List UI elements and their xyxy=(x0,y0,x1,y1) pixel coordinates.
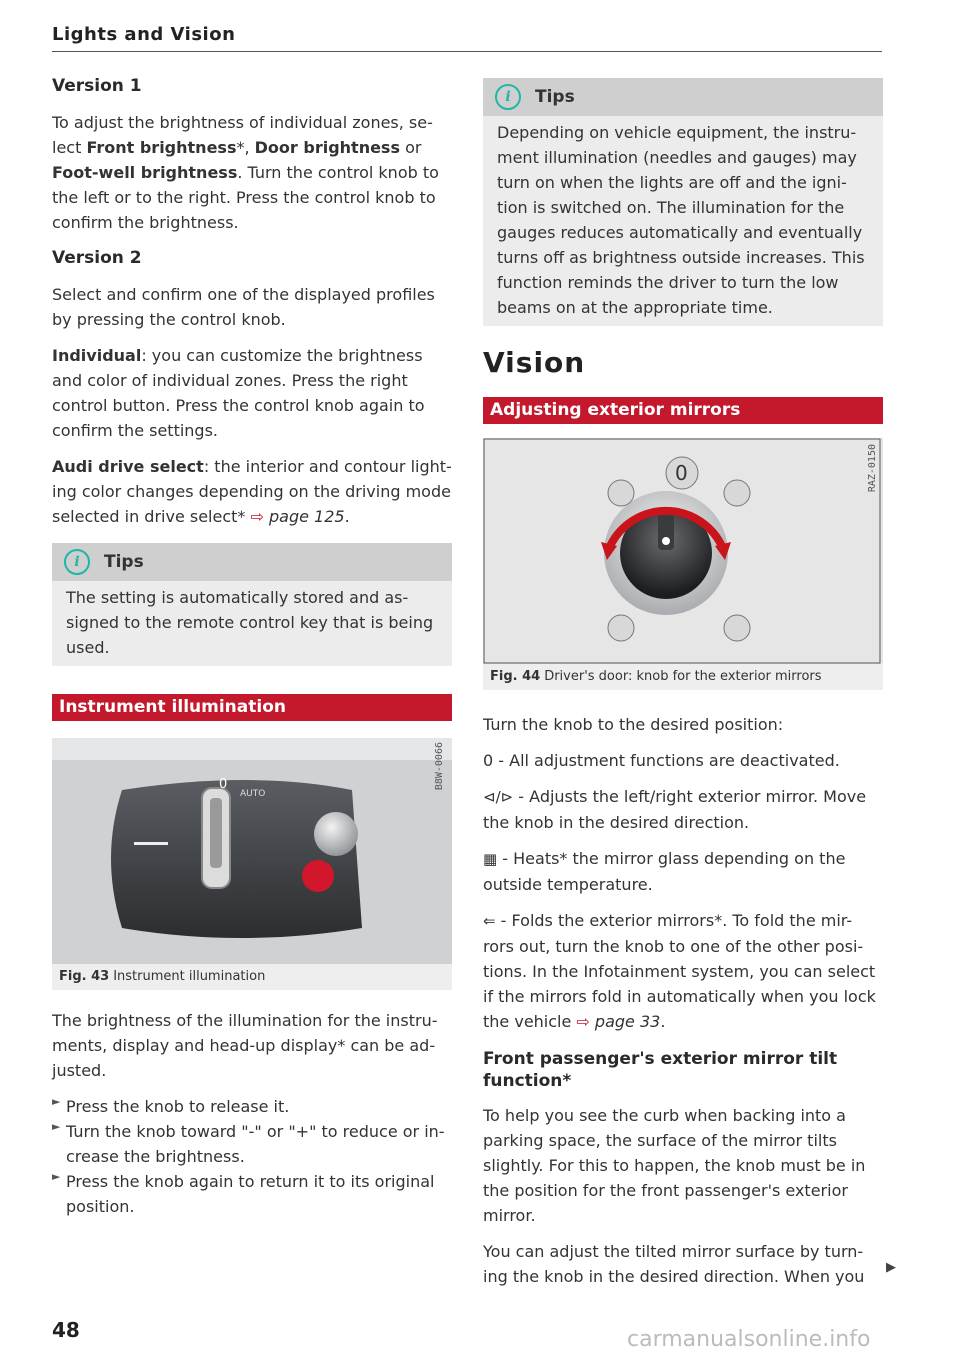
knob-intro: Turn the knob to the desired position: xyxy=(483,715,784,734)
tips-text: Depending on vehicle equipment, the instru-ment illumination (needles and gauges) may turn on when the lights are off and the igni-tion is switched on. The illumination for the gauges reduces automatically and eventually turns off as brightness outside increases. This function reminds the driver to turn the low beams on at the appropriate time. xyxy=(497,123,865,317)
tilt-function-text: To help you see the curb when backing into a parking space, the surface of the mirror tilts slightly. For this to happen, the knob must be in the position for the front passenger's exterior mirror. xyxy=(483,1106,866,1225)
page-125-link[interactable]: page 125 xyxy=(269,507,345,526)
knob-zero-label: 0 xyxy=(675,461,688,485)
bullet-item: ► Press the knob to release it. xyxy=(52,1095,290,1116)
position-fold-text: ⇐ - Folds the exterior mirrors*. To fold the mir-rors out, turn the knob to one of the other posi-tions. In the Infotainment system, you can select if the mirrors fold in automatically when you lock the vehicle ⇨ page 33. xyxy=(483,911,876,1031)
version2-text: Select and confirm one of the displayed profiles by pressing the control knob. xyxy=(52,285,435,329)
section-title: Lights and Vision xyxy=(52,24,236,45)
tilt-function-heading: Front passenger's exterior mirror tilt function* xyxy=(483,1049,838,1091)
tilt-adjust-text: You can adjust the tilted mirror surface by turn-ing the knob in the desired direction. When you xyxy=(483,1242,865,1286)
info-icon: i xyxy=(64,549,90,575)
brightness-text: The brightness of the illumination for the instru-ments, display and head-up display* can be ad-justed. xyxy=(52,1011,438,1080)
mirror-heating-icon: ▦ xyxy=(483,850,498,868)
vision-title: Vision xyxy=(483,346,586,379)
footer-watermark: carmanualsonline.info xyxy=(627,1327,871,1352)
instrument-illumination-heading: Instrument illumination xyxy=(52,694,452,721)
header-rule xyxy=(52,51,882,52)
bullet-item: ► Press the knob again to return it to its original position. xyxy=(52,1170,435,1216)
mirror-fold-icon: ⇐ xyxy=(483,912,496,930)
switch-zero-label: 0 xyxy=(219,777,228,792)
page-33-link[interactable]: page 33 xyxy=(594,1012,661,1031)
version1-text: To adjust the brightness of individual zones, se-lect Front brightness*, Door brightness or Foot-well brightness. Turn the control knob to the left or to the right. Press the control knob to confirm the brightness. xyxy=(52,113,439,232)
figure-code: B8W-0066 xyxy=(434,742,445,791)
tips-box-right xyxy=(483,78,883,326)
right-column xyxy=(483,78,883,1289)
bullet-item: ► Turn the knob toward "-" or "+" to reduce or in-crease the brightness. xyxy=(52,1120,445,1166)
page-number: 48 xyxy=(52,1318,80,1342)
tips-title: Tips xyxy=(535,87,575,107)
tips-text: The setting is automatically stored and as-signed to the remote control key that is being used. xyxy=(66,588,434,657)
switch-auto-label: AUTO xyxy=(240,789,266,799)
continue-arrow-icon: ▶ xyxy=(886,1260,896,1275)
position-adjust-text: ⊲/⊳ - Adjusts the left/right exterior mirror. Move the knob in the desired direction. xyxy=(483,787,867,832)
figure-44 xyxy=(483,438,883,664)
adjusting-mirrors-heading: Adjusting exterior mirrors xyxy=(483,397,883,424)
info-icon: i xyxy=(495,84,521,110)
left-column xyxy=(52,74,452,1219)
mirror-knob-illustration xyxy=(483,438,883,664)
figure-43 xyxy=(52,738,452,964)
headlight-switch-illustration xyxy=(52,738,452,964)
individual-text: Individual: you can customize the brightness and color of individual zones. Press the right control button. Press the control knob again to confirm the settings. xyxy=(52,346,425,440)
tips-title: Tips xyxy=(104,552,144,572)
figure-code: RAZ-0150 xyxy=(867,444,878,493)
drive-select-text: Audi drive select: the interior and contour light-ing color changes depending on the driving mode selected in drive select* ⇨ page 125. xyxy=(52,457,452,526)
figure-caption: Fig. 43 Instrument illumination xyxy=(52,964,452,990)
position-heat-text: ▦ - Heats* the mirror glass depending on the outside temperature. xyxy=(483,849,846,894)
version2-heading: Version 2 xyxy=(52,248,142,268)
tips-box-left xyxy=(52,543,452,666)
mirror-left-right-icon: ⊲/⊳ xyxy=(483,788,514,806)
version1-heading: Version 1 xyxy=(52,76,142,96)
position-0-text: 0 - All adjustment functions are deactivated. xyxy=(483,751,840,770)
figure-caption: Fig. 44 Driver's door: knob for the exterior mirrors xyxy=(483,664,883,690)
